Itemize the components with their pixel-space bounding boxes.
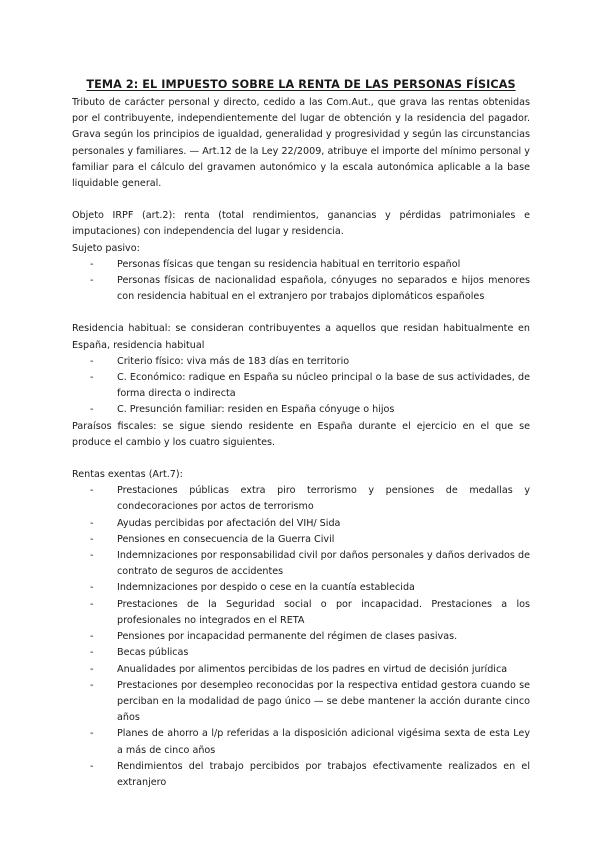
list-item: - C. Económico: radique en España su núcleo principal o la base de sus actividades, de forma directa o indirecta [90, 372, 530, 400]
list-item: - Pensiones en consecuencia de la Guerra Civil [90, 533, 335, 545]
list-item: - Prestaciones públicas extra piro terrorismo y pensiones de medallas y condecoraciones por actos de terrorismo [90, 485, 530, 513]
list-item: - Prestaciones de la Seguridad social o por incapacidad. Prestaciones a los profesionales no integrados en el RETA [90, 598, 530, 626]
sujeto-list [72, 257, 530, 306]
list-item: - Indemnizaciones por responsabilidad civil por daños personales y daños derivados de contrato de seguros de accidentes [90, 550, 530, 578]
list-item: - C. Presunción familiar: residen en España cónyuge o hijos [90, 404, 395, 416]
list-item: - Rendimientos del trabajo percibidos por trabajos efectivamente realizados en el extranjero [90, 760, 530, 788]
residencia-paragraph: Residencia habitual: se consideran contribuyentes a aquellos que residan habitualmente en España, residencia habitual [72, 323, 530, 351]
objeto-paragraph: Objeto IRPF (art.2): renta (total rendimientos, ganancias y pérdidas patrimoniales e imputaciones) con independencia del lugar y residencia. [72, 210, 530, 238]
list-item: - Personas físicas que tengan su residencia habitual en territorio español [90, 258, 461, 270]
list-item: - Pensiones por incapacidad permanente del régimen de clases pasivas. [90, 631, 458, 643]
residencia-list [72, 354, 530, 419]
list-item: - Prestaciones por desempleo reconocidas por la respectiva entidad gestora cuando se perciban en la modalidad de pago único — se debe mantener la acción durante cinco años [90, 679, 530, 724]
list-item: - Anualidades por alimentos percibidas de los padres en virtud de decisión jurídica [90, 663, 508, 675]
list-item: - Becas públicas [90, 647, 189, 659]
list-item: - Planes de ahorro a l/p referidas a la disposición adicional vigésima sexta de esta Ley a más de cinco años [90, 728, 530, 756]
list-item: - Indemnizaciones por despido o cese en la cuantía establecida [90, 582, 415, 594]
list-item: - Criterio físico: viva más de 183 días en territorio [90, 355, 350, 367]
intro-paragraph: Tributo de carácter personal y directo, cedido a las Com.Aut., que grava las rentas obtenidas por el contribuyente, independientemente del lugar de obtención y la residencia del pagador. Grava según los principios de igualdad, generalidad y progresividad y según las circunstancias personales y familiares. — Art.12 de la Ley 22/2009, atribuye el importe del mínimo personal y familiar para el cálculo del gravamen autonómico y la escala autonómica aplicable a la base liquidable general. [72, 97, 530, 190]
list-item: - Ayudas percibidas por afectación del VIH/ Sida [90, 517, 341, 529]
sujeto-heading: Sujeto pasivo: [72, 242, 140, 254]
page-title: TEMA 2: EL IMPUESTO SOBRE LA RENTA DE LAS PERSONAS FÍSICAS [86, 78, 516, 91]
rentas-list [72, 483, 530, 791]
rentas-heading: Rentas exentas (Art.7): [72, 469, 183, 481]
list-item: - Personas físicas de nacionalidad española, cónyuges no separados e hijos menores con residencia habitual en el extranjero por trabajos diplomáticos españoles [90, 275, 530, 303]
paraisos-paragraph: Paraísos fiscales: se sigue siendo residente en España durante el ejercicio en el que se produce el cambio y los cuatro siguientes. [72, 420, 530, 448]
